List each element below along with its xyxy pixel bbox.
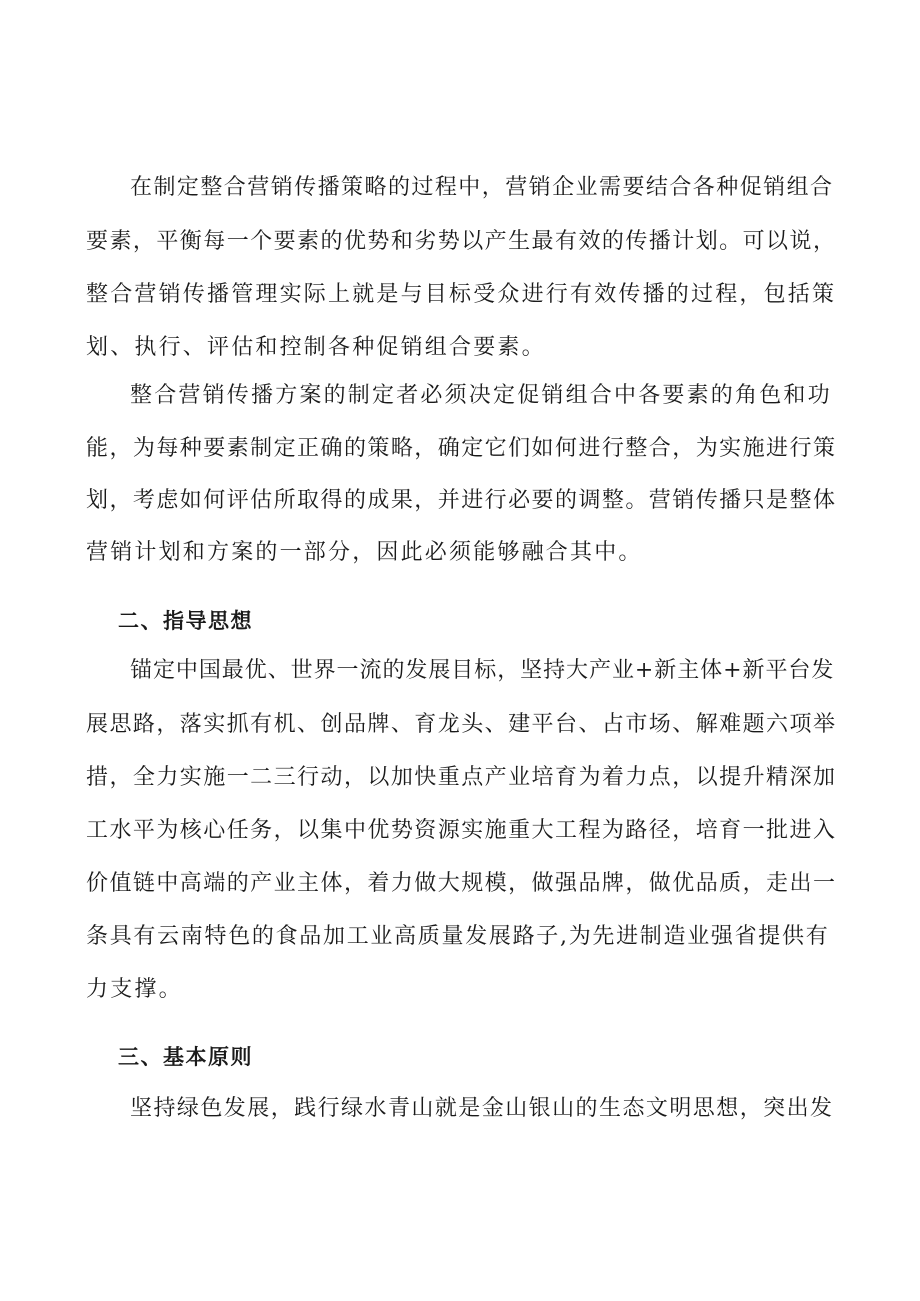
section-heading-guiding-ideology: 二、指导思想 (118, 608, 253, 633)
paragraph-line: 措，全力实施一二三行动，以加快重点产业培育为着力点，以提升精深加 (86, 765, 837, 790)
paragraph-line: 展思路，落实抓有机、创品牌、育龙头、建平台、占市场、解难题六项举 (86, 712, 837, 737)
paragraph-line: 锚定中国最优、世界一流的发展目标，坚持大产业+新主体+新平台发 (130, 658, 835, 683)
paragraph-line: 价值链中高端的产业主体，着力做大规模，做强品牌，做优品质，走出一 (86, 871, 837, 896)
paragraph-line: 工水平为核心任务，以集中优势资源实施重大工程为路径，培育一批进入 (86, 818, 837, 843)
paragraph-line: 在制定整合营销传播策略的过程中，营销企业需要结合各种促销组合 (130, 175, 834, 200)
paragraph-line: 能，为每种要素制定正确的策略，确定它们如何进行整合，为实施进行策 (86, 436, 837, 461)
paragraph-line: 划，考虑如何评估所取得的成果，并进行必要的调整。营销传播只是整体 (86, 488, 837, 513)
paragraph-line: 力支撑。 (86, 977, 183, 1002)
paragraph-line: 要素，平衡每一个要素的优势和劣势以产生最有效的传播计划。可以说， (86, 229, 837, 254)
section-heading-basic-principles: 三、基本原则 (118, 1044, 253, 1069)
paragraph-line: 整合营销传播方案的制定者必须决定促销组合中各要素的角色和功 (130, 383, 832, 408)
paragraph-line: 营销计划和方案的一部分，因此必须能够融合其中。 (86, 540, 643, 565)
paragraph-line: 整合营销传播管理实际上就是与目标受众进行有效传播的过程，包括策 (86, 282, 837, 307)
paragraph-line: 划、执行、评估和控制各种促销组合要素。 (86, 335, 546, 360)
paragraph-line: 坚持绿色发展，践行绿水青山就是金山银山的生态文明思想，突出发 (130, 1096, 834, 1121)
paragraph-line: 条具有云南特色的食品加工业高质量发展路子,为先进制造业强省提供有 (86, 924, 830, 949)
